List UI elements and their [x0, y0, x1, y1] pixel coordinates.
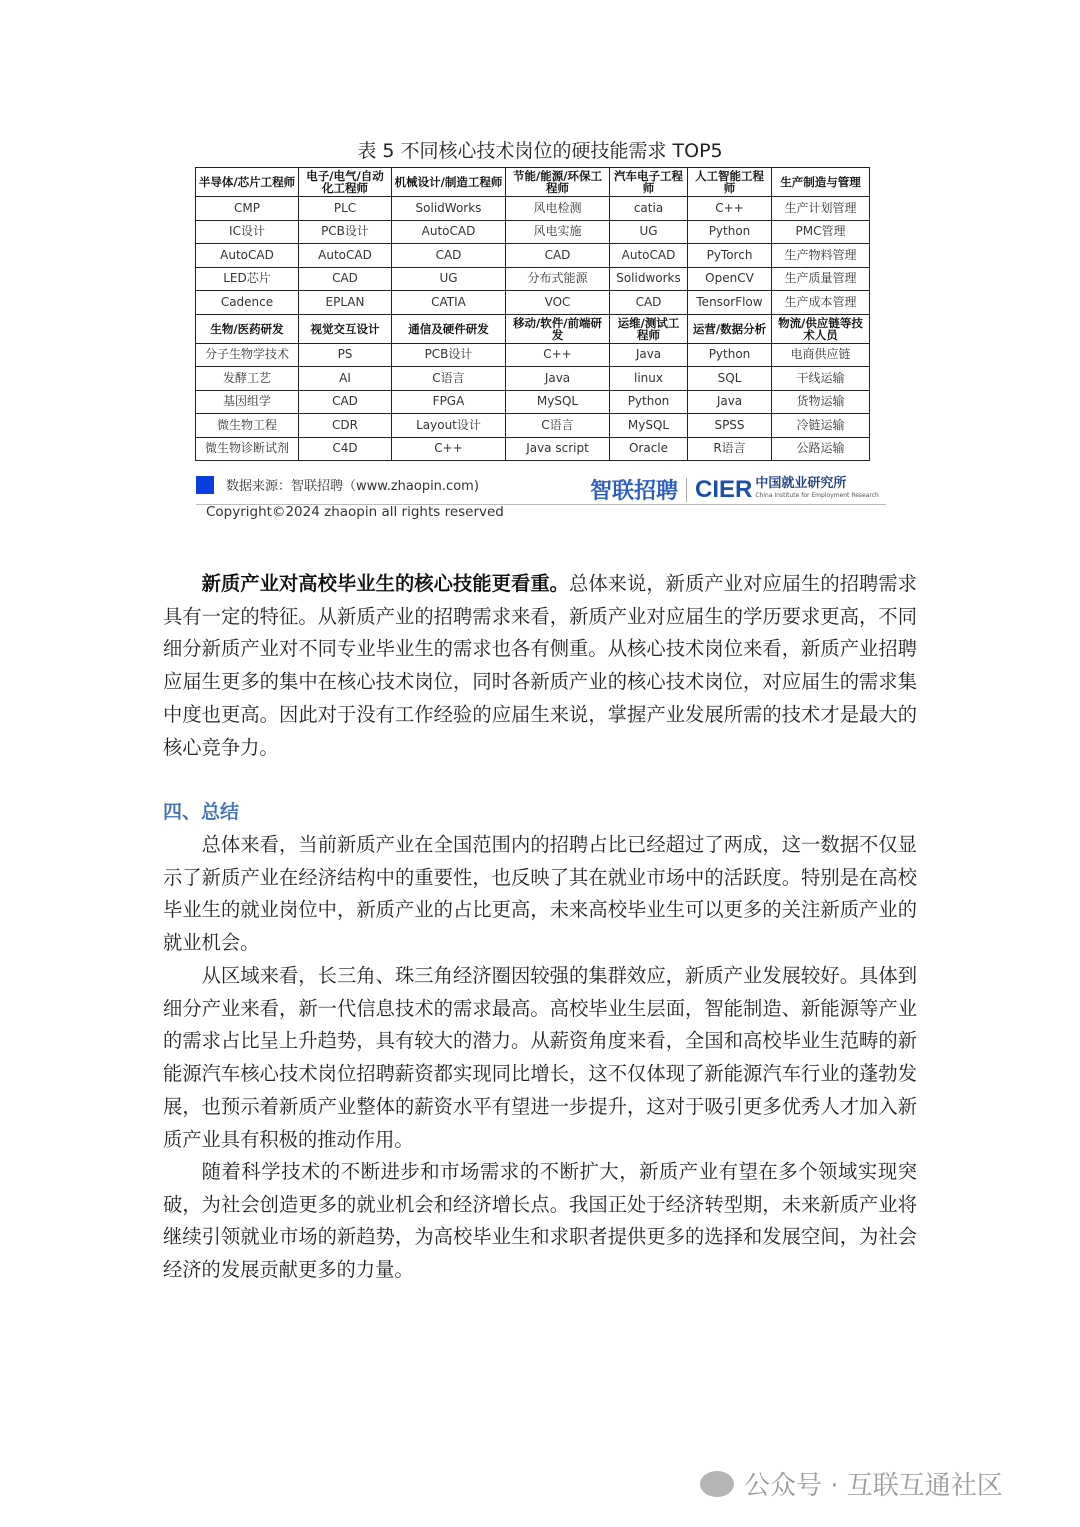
- table-cell: C4D: [299, 437, 392, 461]
- table-cell: PLC: [299, 197, 392, 221]
- cier-logo: CIER: [695, 475, 753, 503]
- table-cell: CAD: [610, 291, 688, 315]
- zhaopin-logo: 智联招聘: [590, 479, 679, 504]
- table-cell: MySQL: [610, 414, 688, 438]
- table-cell: Python: [688, 343, 772, 367]
- table-row: [196, 414, 870, 438]
- table-cell: Java: [688, 390, 772, 414]
- table-cell: linux: [610, 367, 688, 391]
- paragraph-1-lead: 新质产业对高校毕业生的核心技能更看重。: [201, 572, 569, 595]
- table-cell: Layout设计: [392, 414, 506, 438]
- table-cell: Oracle: [610, 437, 688, 461]
- header-cell: 运维/测试工程师: [610, 314, 688, 343]
- table-cell: 分布式能源: [506, 267, 610, 291]
- table-cell: CATIA: [392, 291, 506, 315]
- header-cell: 节能/能源/环保工程师: [506, 168, 610, 197]
- table-cell: C语言: [392, 367, 506, 391]
- table-cell: TensorFlow: [688, 291, 772, 315]
- header-cell: 机械设计/制造工程师: [392, 168, 506, 197]
- table-cell: C++: [506, 343, 610, 367]
- table-cell: Python: [688, 220, 772, 244]
- table-cell: AutoCAD: [299, 244, 392, 268]
- header-cell: 人工智能工程师: [688, 168, 772, 197]
- table-cell: IC设计: [196, 220, 299, 244]
- table-cell: 货物运输: [772, 390, 870, 414]
- table-row: [196, 220, 870, 244]
- table-cell: SolidWorks: [392, 197, 506, 221]
- table-row: [196, 367, 870, 391]
- source-text: 数据来源：智联招聘（www.zhaopin.com): [226, 479, 479, 494]
- paragraph-4: 随着科学技术的不断进步和市场需求的不断扩大，新质产业有望在多个领域实现突破，为社会创造更多的就业机会和经济增长点。我国正处于经济转型期，未来新质产业将继续引领就业市场的新趋势，为高校毕业生和求职者提供更多的选择和发展空间，为社会经济的发展贡献更多的力量。: [163, 1160, 917, 1282]
- table-cell: AutoCAD: [196, 244, 299, 268]
- table-cell: 生产质量管理: [772, 267, 870, 291]
- table-cell: 电商供应链: [772, 343, 870, 367]
- table-cell: 微生物诊断试剂: [196, 437, 299, 461]
- table-cell: Solidworks: [610, 267, 688, 291]
- table-cell: 公路运输: [772, 437, 870, 461]
- table-row: [196, 437, 870, 461]
- skills-table: [195, 167, 870, 461]
- table-cell: MySQL: [506, 390, 610, 414]
- table-header-row: [196, 314, 870, 343]
- header-cell: 通信及硬件研发: [392, 314, 506, 343]
- header-cell: 运营/数据分析: [688, 314, 772, 343]
- table-cell: C语言: [506, 414, 610, 438]
- header-cell: 视觉交互设计: [299, 314, 392, 343]
- table-cell: Java: [610, 343, 688, 367]
- table-cell: Python: [610, 390, 688, 414]
- table-row: [196, 291, 870, 315]
- table-cell: PCB设计: [392, 343, 506, 367]
- table-cell: 微生物工程: [196, 414, 299, 438]
- table-cell: Java: [506, 367, 610, 391]
- table-row: [196, 244, 870, 268]
- table-cell: FPGA: [392, 390, 506, 414]
- table-cell: CAD: [299, 390, 392, 414]
- table-cell: 干线运输: [772, 367, 870, 391]
- table-cell: AI: [299, 367, 392, 391]
- table-cell: C++: [688, 197, 772, 221]
- table-cell: Cadence: [196, 291, 299, 315]
- data-source: [196, 475, 479, 494]
- paragraph-2: 总体来看，当前新质产业在全国范围内的招聘占比已经超过了两成，这一数据不仅显示了新质产业在经济结构中的重要性，也反映了其在就业市场中的活跃度。特别是在高校毕业生的就业岗位中，新质产业的占比更高，未来高校毕业生可以更多的关注新质产业的就业机会。: [163, 833, 917, 955]
- table-caption: 表 5 不同核心技术岗位的硬技能需求 TOP5: [357, 140, 723, 162]
- table-cell: UG: [610, 220, 688, 244]
- table-cell: 生产计划管理: [772, 197, 870, 221]
- table-cell: LED芯片: [196, 267, 299, 291]
- wechat-icon: [700, 1471, 734, 1497]
- table-row: [196, 343, 870, 367]
- header-cell: 物流/供应链等技术人员: [772, 314, 870, 343]
- table-cell: OpenCV: [688, 267, 772, 291]
- table-cell: AutoCAD: [392, 220, 506, 244]
- copyright: Copyright©2024 zhaopin all rights reserved: [206, 504, 504, 520]
- cier-en: China Institute for Employment Research: [755, 491, 879, 499]
- header-cell: 生物/医药研发: [196, 314, 299, 343]
- paragraph-3: 从区域来看，长三角、珠三角经济圈因较强的集群效应，新质产业发展较好。具体到细分产业来看，新一代信息技术的需求最高。高校毕业生层面，智能制造、新能源等产业的需求占比呈上升趋势，具有较大的潜力。从薪资角度来看，全国和高校毕业生范畴的新能源汽车核心技术岗位招聘薪资都实现同比增长，这不仅体现了新能源汽车行业的蓬勃发展，也预示着新质产业整体的薪资水平有望进一步提升，这对于吸引更多优秀人才加入新质产业具有积极的推动作用。: [163, 964, 917, 1151]
- table-cell: CMP: [196, 197, 299, 221]
- paragraph-1-body: 总体来说，新质产业对应届生的招聘需求具有一定的特征。从新质产业的招聘需求来看，新质产业对应届生的学历要求更高，不同细分新质产业对不同专业毕业生的需求也各有侧重。从核心技术岗位来看，新质产业招聘应届生更多的集中在核心技术岗位，同时各新质产业的核心技术岗位，对应届生的需求集中度也更高。因此对于没有工作经验的应届生来说，掌握产业发展所需的技术才是最大的核心竞争力。: [163, 572, 918, 759]
- table-cell: CDR: [299, 414, 392, 438]
- table-cell: SQL: [688, 367, 772, 391]
- table-cell: 风电实施: [506, 220, 610, 244]
- table-row: [196, 390, 870, 414]
- table-cell: R语言: [688, 437, 772, 461]
- table-cell: Java script: [506, 437, 610, 461]
- table-cell: C++: [392, 437, 506, 461]
- header-cell: 汽车电子工程师: [610, 168, 688, 197]
- table-cell: 风电检测: [506, 197, 610, 221]
- table-cell: 基因组学: [196, 390, 299, 414]
- table-row: [196, 267, 870, 291]
- table-cell: catia: [610, 197, 688, 221]
- table-row: [196, 197, 870, 221]
- table-cell: CAD: [392, 244, 506, 268]
- section-heading: 四、总结: [163, 801, 240, 823]
- table-cell: EPLAN: [299, 291, 392, 315]
- paragraph-1: [163, 568, 917, 764]
- table-cell: PMC管理: [772, 220, 870, 244]
- header-cell: 移动/软件/前端研发: [506, 314, 610, 343]
- table-cell: SPSS: [688, 414, 772, 438]
- header-cell: 电子/电气/自动化工程师: [299, 168, 392, 197]
- table-cell: VOC: [506, 291, 610, 315]
- table-cell: 冷链运输: [772, 414, 870, 438]
- table-cell: AutoCAD: [610, 244, 688, 268]
- table-cell: 分子生物学技术: [196, 343, 299, 367]
- header-cell: 半导体/芯片工程师: [196, 168, 299, 197]
- table-cell: PCB设计: [299, 220, 392, 244]
- table-cell: 生产物料管理: [772, 244, 870, 268]
- cier-cn: 中国就业研究所: [755, 475, 847, 491]
- table-cell: UG: [392, 267, 506, 291]
- table-cell: 生产成本管理: [772, 291, 870, 315]
- watermark-text: 公众号 · 互联互通社区: [744, 1471, 1003, 1501]
- table-cell: CAD: [299, 267, 392, 291]
- header-cell: 生产制造与管理: [772, 168, 870, 197]
- table-cell: PyTorch: [688, 244, 772, 268]
- logos: [590, 474, 879, 505]
- table-header-row: [196, 168, 870, 197]
- source-marker-icon: [196, 476, 214, 494]
- table-cell: 发酵工艺: [196, 367, 299, 391]
- wechat-watermark: [700, 1465, 1003, 1502]
- table-cell: CAD: [506, 244, 610, 268]
- table-cell: PS: [299, 343, 392, 367]
